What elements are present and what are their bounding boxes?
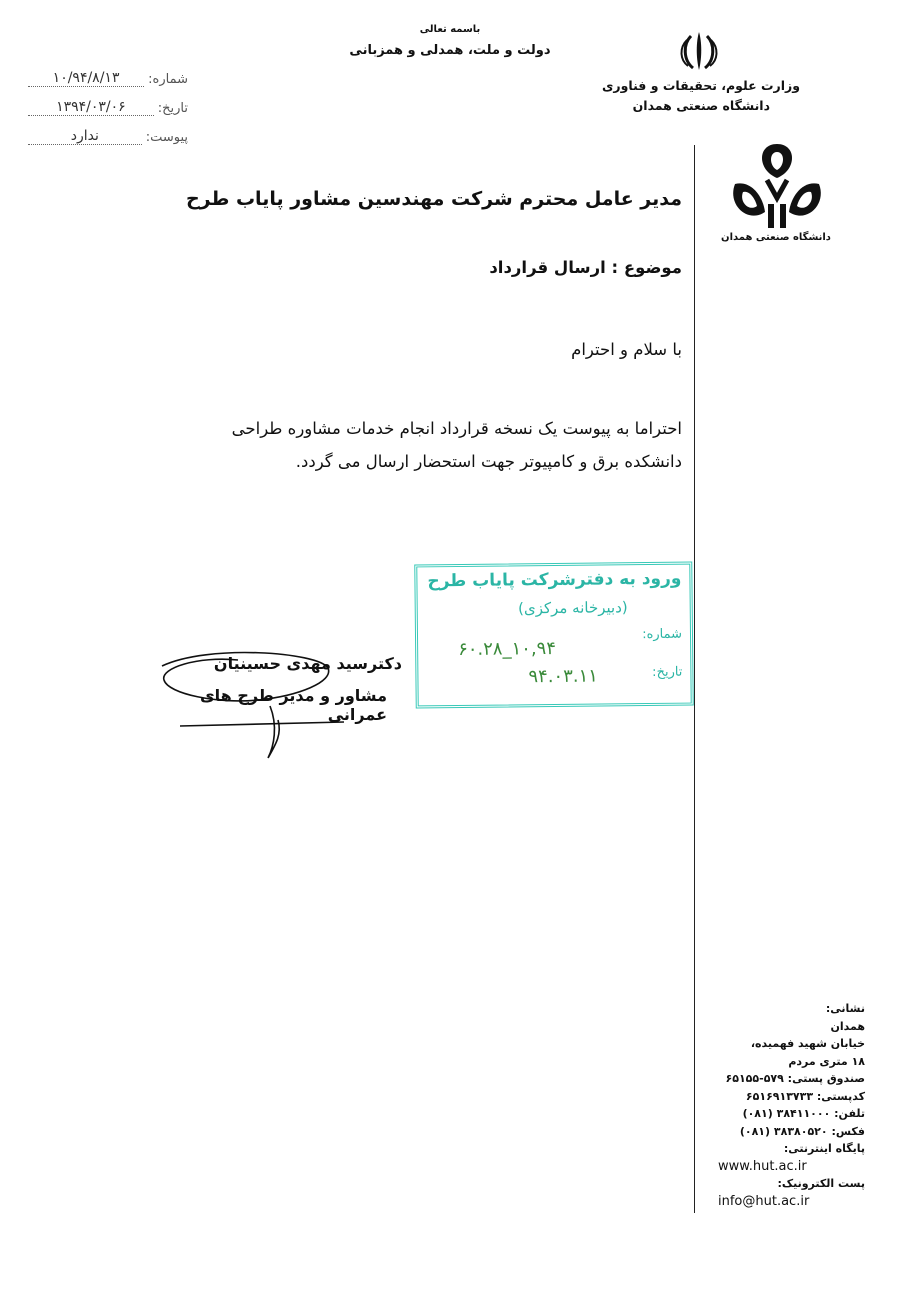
address-city: همدان bbox=[830, 1019, 865, 1033]
stamp-subtitle: (دبیرخانه مرکزی) bbox=[517, 598, 628, 618]
letter-number-row bbox=[28, 58, 188, 87]
address-postal-code: کدپستی: ۶۵۱۶۹۱۳۷۳۳ bbox=[745, 1089, 865, 1103]
address-website-label: پایگاه اینترنتی: bbox=[783, 1142, 865, 1155]
stamp-date-value: ۹۴.۰۳.۱۱ bbox=[528, 665, 598, 688]
recipient: مدیر عامل محترم شرکت مهندسین مشاور پایاب طرح bbox=[185, 188, 682, 210]
letter-body bbox=[160, 412, 682, 478]
address-email-label: پست الکترونیک: bbox=[777, 1177, 865, 1190]
vertical-divider bbox=[694, 145, 695, 1213]
website-link[interactable]: www.hut.ac.ir bbox=[718, 1158, 807, 1174]
logo-caption: دانشگاه صنعتی همدان bbox=[721, 232, 831, 243]
iran-emblem-icon bbox=[676, 28, 722, 74]
received-stamp bbox=[414, 562, 693, 709]
letter-date-label: تاریخ: bbox=[157, 101, 188, 116]
signatory-name: دکترسید مهدی حسینیان bbox=[213, 654, 402, 673]
address-po-box: صندوق پستی: ۵۷۹-۶۵۱۵۵ bbox=[725, 1072, 865, 1085]
email-link[interactable]: info@hut.ac.ir bbox=[718, 1193, 810, 1209]
ministry-block bbox=[600, 76, 800, 116]
address-street: خیابان شهید فهمیده، bbox=[750, 1037, 865, 1050]
body-line2: دانشکده برق و کامپیوتر جهت استحضار ارسال می گردد. bbox=[295, 452, 682, 471]
letter-number-label: شماره: bbox=[148, 72, 188, 87]
ministry-line2: دانشگاه صنعتی همدان bbox=[632, 98, 770, 113]
address-block bbox=[700, 1000, 865, 1210]
university-logo-icon bbox=[727, 140, 827, 230]
address-heading: نشانی: bbox=[825, 1002, 865, 1015]
bismillah: باسمه تعالی bbox=[419, 24, 481, 35]
address-road: ۱۸ متری مردم bbox=[788, 1054, 865, 1068]
body-line1: احتراما به پیوست یک نسخه قرارداد انجام خدمات مشاوره طراحی bbox=[231, 419, 682, 438]
stamp-number-label: شماره: bbox=[642, 626, 683, 643]
letter-attachment-value: ندارد bbox=[28, 128, 142, 145]
stamp-date-label: تاریخ: bbox=[652, 664, 683, 680]
letter-date-row bbox=[28, 87, 188, 116]
stamp-title: ورود به دفترشرکت پایاب طرح bbox=[427, 568, 682, 592]
letter-attachment-row bbox=[28, 116, 188, 145]
stamp-number-value: ۱۰,۹۴_۶۰.۲۸ bbox=[458, 637, 557, 661]
letter-attachment-label: پیوست: bbox=[145, 130, 188, 145]
letter-date-value: ۱۳۹۴/۰۳/۰۶ bbox=[28, 99, 154, 116]
subject: موضوع : ارسال قرارداد bbox=[489, 258, 682, 277]
ministry-line1: وزارت علوم، تحقیقات و فناوری bbox=[601, 78, 800, 93]
address-fax: فکس: ۳۸۳۸۰۵۲۰ (۰۸۱) bbox=[739, 1124, 865, 1138]
letterhead-center bbox=[330, 24, 570, 58]
greeting: با سلام و احترام bbox=[571, 340, 682, 359]
address-phone: تلفن: ۳۸۴۱۱۰۰۰ (۰۸۱) bbox=[742, 1107, 865, 1120]
slogan: دولت و ملت، همدلی و همزبانی bbox=[349, 43, 551, 58]
signatory-title: مشاور و مدیر طرح های عمرانی bbox=[199, 686, 387, 724]
letter-number-value: ۱۰/۹۴/۸/۱۳ bbox=[28, 70, 144, 87]
letter-meta bbox=[28, 58, 188, 145]
